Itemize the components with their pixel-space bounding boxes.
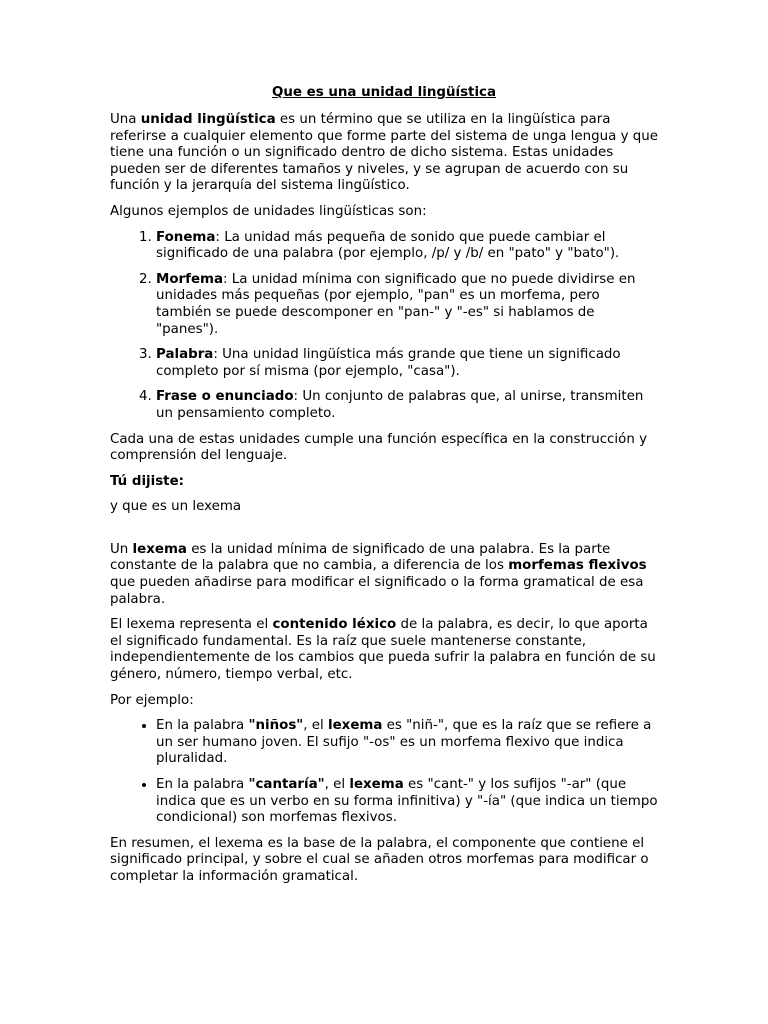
conclusion-paragraph: En resumen, el lexema es la base de la palabra, el componente que contiene el significado principal, y sobre el cual se añaden otros morfemas para modificar o completar la información gramatical. <box>110 835 649 884</box>
text: es "cant-" y los sufijos "-ar" (que indica que es un verbo en su forma infinitiva) y "-ía" (que indica un tiempo condicional) son morfemas flexivos. <box>156 777 658 826</box>
intro-text-rest: es un término que se utiliza en la lingüística para referirse a cualquier elemento que forme parte del sistema de unga lengua y que tiene una función o un significado dentro de dicho sistema. Estas unidades pueden ser de diferentes tamaños y niveles, y se agrupan de acuerdo con su función y la jerarquía del sistema lingüístico. <box>110 112 658 194</box>
term: "niños" <box>248 718 304 734</box>
text: es la unidad mínima de significado de una palabra. Es la parte constante de la palabra que no cambia, a diferencia de los <box>110 541 611 574</box>
term: lexema <box>328 718 383 734</box>
intro-text: Una <box>110 112 141 127</box>
unit-description: : La unidad más pequeña de sonido que puede cambiar el significado de una palabra (por ejemplo, /p/ y /b/ en "pato" y "bato"). <box>156 229 620 262</box>
text: En la palabra <box>156 777 249 792</box>
unit-term: Frase o enunciado <box>156 389 294 405</box>
for-example-label: Por ejemplo: <box>110 692 194 708</box>
unit-description: : Una unidad lingüística más grande que tiene un significado completo por sí misma (por ejemplo, "casa"). <box>156 347 621 379</box>
you-said-label <box>110 474 658 491</box>
page-title: Que es una unidad lingüística <box>271 85 497 100</box>
text: de la palabra, es decir, lo que aporta el significado fundamental. Es la raíz que suele mantenerse constante, independientemente de los cambios que pueda sufrir la palabra en función de su género, número, tiempo verbal, etc. <box>110 617 656 683</box>
text: , el <box>303 718 329 734</box>
spacer <box>110 525 658 542</box>
term: morfemas flexivos <box>508 558 647 574</box>
term: contenido léxico <box>272 617 397 633</box>
text: Un <box>110 541 133 557</box>
text: , el <box>324 777 350 792</box>
lexema-content <box>110 617 658 683</box>
unit-term: Fonema <box>156 229 216 245</box>
term: lexema <box>132 541 187 557</box>
examples-list <box>110 718 658 827</box>
summary-paragraph: Cada una de estas unidades cumple una función específica en la construcción y comprensión del lenguaje. <box>110 431 647 464</box>
intro-paragraph <box>110 112 658 195</box>
units-list <box>110 230 658 423</box>
intro-term: unidad lingüística <box>140 112 276 127</box>
text: que pueden añadirse para modificar el significado o la forma gramatical de esa palabra. <box>110 575 644 607</box>
document-page <box>110 84 658 895</box>
list-item <box>156 389 658 422</box>
text: En la palabra <box>156 718 249 734</box>
term: lexema <box>349 777 404 792</box>
list-item <box>156 272 658 338</box>
text: El lexema representa el <box>110 617 273 633</box>
list-item <box>156 777 658 827</box>
list-item <box>156 718 658 768</box>
list-item <box>156 347 658 380</box>
lexema-definition <box>110 542 658 608</box>
unit-term: Morfema <box>156 271 224 287</box>
unit-description: : La unidad mínima con significado que no puede dividirse en unidades más pequeñas (por ejemplo, "pan" es un morfema, pero también se puede descomponer en "pan-" y "-es" si hablamos de "panes"). <box>156 271 636 337</box>
examples-heading: Algunos ejemplos de unidades lingüísticas son: <box>110 203 427 219</box>
user-question: y que es un lexema <box>110 499 242 515</box>
unit-description: : Un conjunto de palabras que, al unirse, transmiten un pensamiento completo. <box>156 389 644 421</box>
unit-term: Palabra <box>156 347 214 363</box>
text: es "niñ-", que es la raíz que se refiere a un ser humano joven. El sufijo "-os" es un morfema flexivo que indica pluralidad. <box>156 718 652 767</box>
list-item <box>156 230 658 263</box>
term: "cantaría" <box>248 777 325 792</box>
you-said-text: Tú dijiste: <box>110 473 185 489</box>
